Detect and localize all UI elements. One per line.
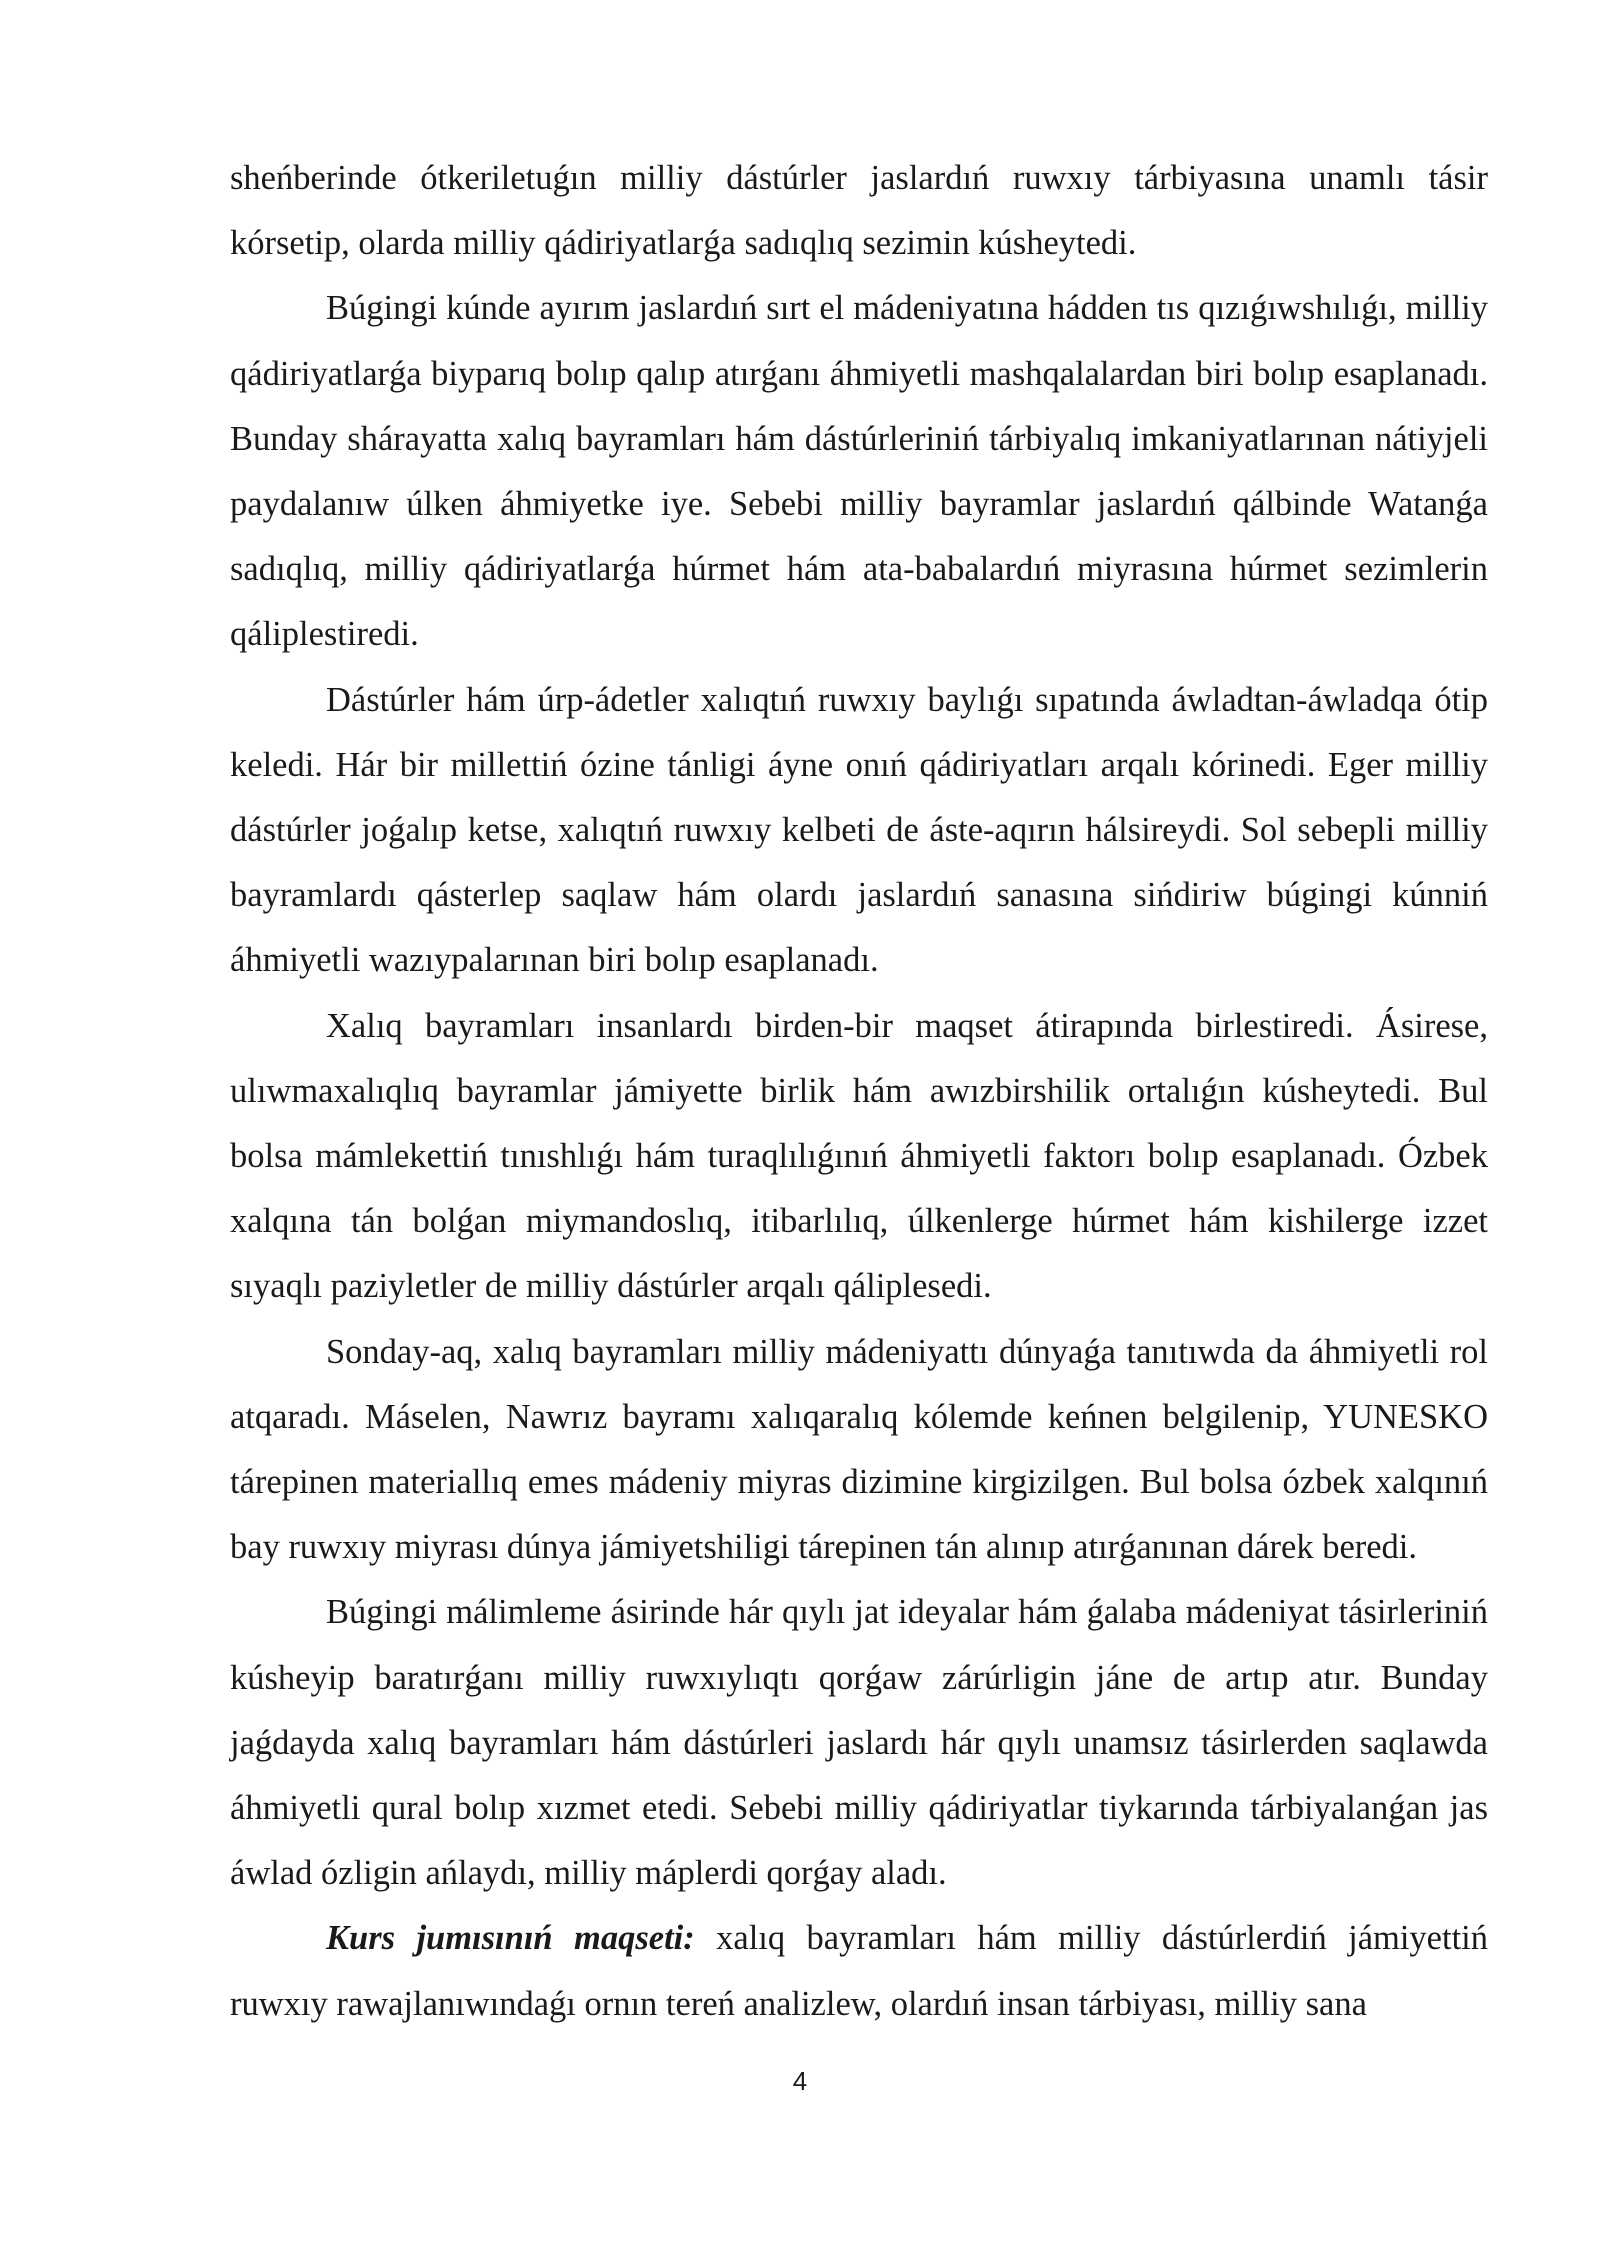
page-number: 4 (792, 2066, 808, 2096)
paragraph-1: sheńberinde ótkeriletuǵın milliy dástúrler jaslardıń ruwxıy tárbiyasına unamlı tásir kórsetip, olarda milliy qádiriyatlarǵa sadıqlıq sezimin kúsheytedi. (230, 159, 1488, 263)
paragraph-2: Búgingi kúnde ayırım jaslardıń sırt el mádeniyatına hádden tıs qızıǵıwshılıǵı, milliy qádiriyatlarǵa biyparıq bolıp qalıp atırǵanı áhmiyetli mashqalalardan biri bolıp esaplanadı. Bunday shárayatta xalıq bayramları hám dástúrleriniń tárbiyalıq imkaniyatlarınan nátiyjeli paydalanıw úlken áhmiyetke iye. Sebebi milliy bayramlar jaslardıń qálbinde Watanǵa sadıqlıq, milliy qádiriyatlarǵa húrmet hám ata-babalardıń miyrasına húrmet sezimlerin qáliplestiredi. (230, 289, 1488, 654)
paragraph-6: Búgingi málimleme ásirinde hár qıylı jat ideyalar hám ǵalaba mádeniyat tásirleriniń kúsheyip baratırǵanı milliy ruwxıylıqtı qorǵaw zárúrligin jáne de artıp atır. Bunday jaǵdayda xalıq bayramları hám dástúrleri jaslardı hár qıylı unamsız tásirlerden saqlawda áhmiyetli qural bolıp xızmet etedi. Sebebi milliy qádiriyatlar tiykarında tárbiyalanǵan jas áwlad ózligin ańlaydı, milliy máplerdi qorǵay aladı. (230, 1593, 1488, 1893)
goal-heading: Kurs jumısınıń maqseti: (326, 1919, 695, 1958)
paragraph-4: Xalıq bayramları insanlardı birden-bir maqset átirapında birlestiredi. Ásirese, ulıwmaxalıqlıq bayramlar jámiyette birlik hám awızbirshilik ortalıǵın kúsheytedi. Bul bolsa mámlekettiń tınıshlıǵı hám turaqlılıǵınıń áhmiyetli faktorı bolıp esaplanadı. Ózbek xalqına tán bolǵan miymandoslıq, itibarlılıq, úlkenlerge húrmet hám kishilerge izzet sıyaqlı paziyletler de milliy dástúrler arqalı qáliplesedi. (230, 1006, 1488, 1306)
paragraph-goal (230, 1906, 1488, 2036)
body-text (230, 146, 1488, 2037)
goal-text: xalıq bayramları hám milliy dástúrlerdiń jámiyettiń ruwxıy rawajlanıwındaǵı ornın tereń analizlew, olardıń insan tárbiyası, milliy sana (230, 1919, 1488, 2023)
paragraph-5: Sonday-aq, xalıq bayramları milliy mádeniyattı dúnyaǵa tanıtıwda da áhmiyetli rol atqaradı. Máselen, Nawrız bayramı xalıqaralıq kólemde keńnen belgilenip, YUNESKO tárepinen materiallıq emes mádeniy miyras dizimine kirgizilgen. Bul bolsa ózbek xalqınıń bay ruwxıy miyrası dúnya jámiyetshiligi tárepinen tán alınıp atırǵanınan dárek beredi. (230, 1332, 1488, 1567)
paragraph-3: Dástúrler hám úrp-ádetler xalıqtıń ruwxıy baylıǵı sıpatında áwladtan-áwladqa ótip keledi. Hár bir millettiń ózine tánligi áyne onıń qádiriyatları arqalı kórinedi. Eger milliy dástúrler joǵalıp ketse, xalıqtıń ruwxıy kelbeti de áste-aqırın hálsireydi. Sol sebepli milliy bayramlardı qásterlep saqlaw hám olardı jaslardıń sanasına sińdiriw búgingi kúnniń áhmiyetli wazıypalarınan biri bolıp esaplanadı. (230, 680, 1488, 980)
